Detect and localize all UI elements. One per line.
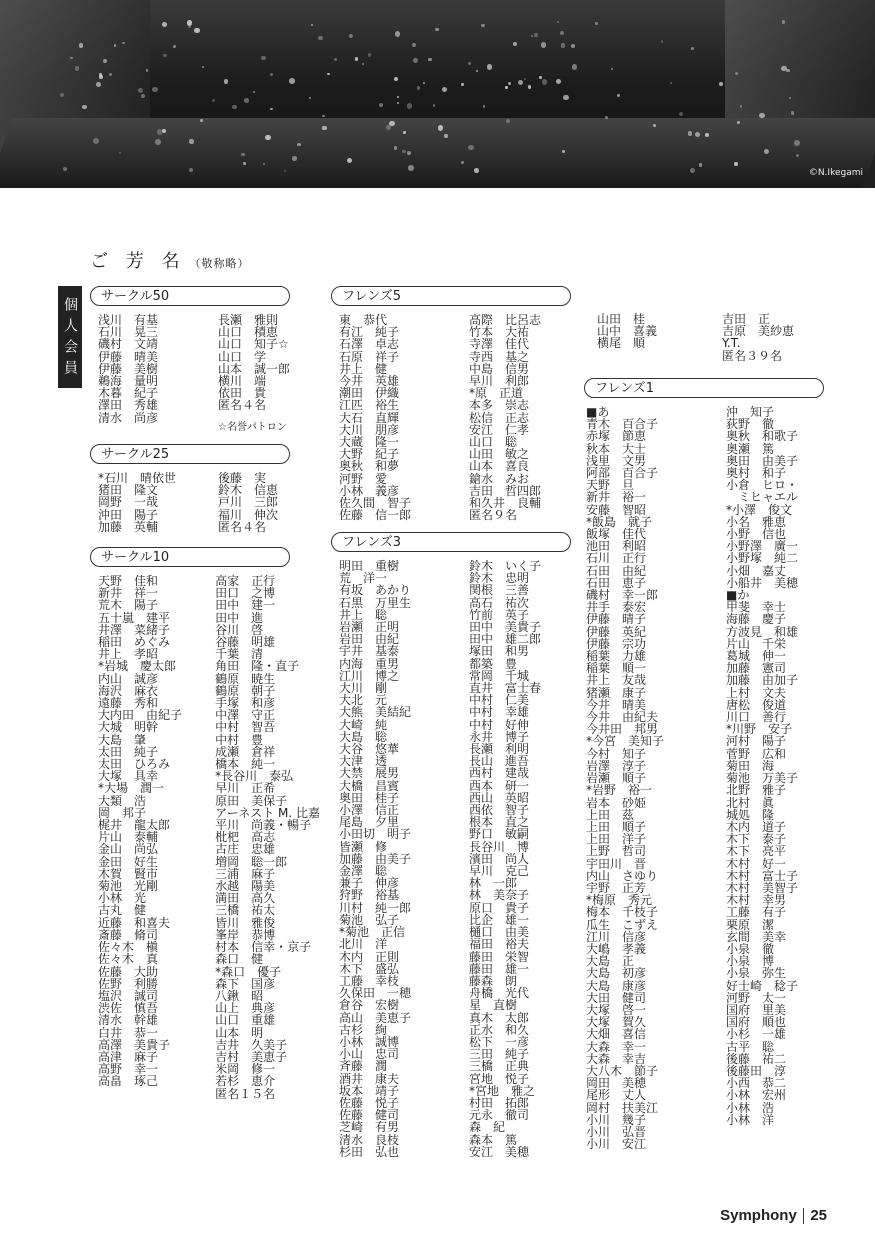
musician-silhouette [781,66,787,72]
musician-silhouette [394,77,398,81]
musician-silhouette [695,132,700,137]
musician-silhouette [691,47,694,50]
musician-silhouette [560,31,564,35]
musician-silhouette [355,57,358,60]
musician-silhouette [334,58,337,61]
musician-silhouette [572,64,577,69]
musician-silhouette [114,44,116,46]
musician-silhouette [611,68,613,70]
musician-silhouette [442,87,448,93]
musician-silhouette [322,126,326,130]
orchestra-photo [0,0,875,188]
musician-silhouette [468,145,473,150]
name-list: 鈴木 いく子 鈴木 忠明 関根 三善 高石 祐次 竹前 英子 田中 美貴子 田中 雄二郎 塚田 和男 都築 豊 常岡 千城 直井 富士春 中村 仁美 中村 幸雄 中村 好伸 永井 博子 長瀬 利明 長山 進吾 西村 建哉 西本 研一 西山 英昭 西依 智子 根本 直之 野口 敏嗣 長谷川 博 濱田 尚人 早川 克己 林 一郎 林 美奈子 原口 貴子 比企 雄一 樋口 由美 福田 裕夫 藤田 栄智 藤田 雄一 藤森 朗 舟橋 光代 星 直樹 真木 太郎 正水 和久 松下 一彦 三田 純子 三橋 正典 宮地 悦子 *宮地 雅之 村田 拓郎 元永 徹司 森 紀 森本 篤 安江 美穂 [469,559,542,1159]
brand-name: Symphony [720,1207,797,1224]
section-friends1 [584,378,824,1150]
musician-silhouette [187,20,192,25]
musician-silhouette [212,99,215,102]
musician-silhouette [349,34,353,38]
musician-silhouette [670,82,672,84]
musician-silhouette [395,31,401,37]
name-list: 天野 佳和 新井 祥一 荒木 陽子 五十嵐 建平 井澤 菜緒子 稲田 めぐみ 井上 孝昭 *岩城 慶太郎 内山 誠彦 海沢 麻衣 遠藤 秀和 大内田 由紀子 大城 明幹 大島 肇 太田 純子 太田 ひろみ 大塚 具幸 *大場 潤一 大類 浩 岡 邦子 梶井 龍太郎 片山 泰輔 金山 尚弘 金田 好生 木賀 賢市 菊池 光剛 小林 光 古丸 健 近藤 和喜夫 斎藤 脩司 佐々木 槇 佐々木 真 佐藤 大助 佐野 利勝 塩沢 誠司 渋佐 慎吾 清水 幹雄 白井 恭一 高澤 美貴子 高津 麻子 高野 幸一 高畠 琢己 [98,574,183,1089]
musician-silhouette [412,43,416,47]
name-list: 東 恭代 有江 純子 石澤 卓志 石原 祥子 井上 健 今井 英雄 潮田 伊織 江匹 裕生 大石 直輝 大川 朋彦 大蔵 隆一 大野 紀子 奥秋 和夢 河野 愛 小林 義彦 佐久間 智子 佐藤 信一郎 [339,313,412,523]
page-number: 25 [810,1207,827,1224]
musician-silhouette [534,33,538,37]
musician-silhouette [688,131,692,135]
musician-silhouette [270,73,273,76]
musician-silhouette [487,64,492,69]
category-tag: 個人会員 [58,286,82,388]
musician-silhouette [791,111,794,114]
section-circle25 [90,444,290,533]
photo-credit: ©N.Ikegami [808,168,863,178]
name-list: ■あ 青木 百合子 赤塚 節恵 秋本 大士 浅里 文男 阿部 百合子 天野 旦 新井 裕一 安藤 智昭 *飯島 就子 飯塚 佳代 池田 利昭 石川 正行 石田 由紀 石田 恵子 磯村 幸一郎 井手 泰宏 伊藤 晴子 伊藤 英紀 伊藤 宗功 稲葉 力雄 稲葉 順一 井上 友哉 猪瀬 康子 今井 晴美 今井 由紀夫 今井田 邦男 *今宮 美知子 今村 知子 岩澤 淳子 岩瀬 順子 *岩野 裕一 岩本 砂姫 上田 茲 上田 順子 上田 洋子 上野 哲司 宇田川 晋 内山 さゆり 宇野 正芳 *梅原 秀元 梅本 千枝子 瓜生 こずえ 江川 信彦 大嶋 孝義 大島 正 大島 初彦 大島 康彦 大田 健司 大塚 啓一 大塚 賀久 大畑 喜信 大森 幸一 大森 幸吉 大八木 節子 岡田 美穂 尾形 丈人 岡村 扶美江 小川 幾子 小川 弘晋 小川 安江 [586,405,665,1152]
page-title: ご 芳 名 （敬称略） [90,251,250,272]
musician-silhouette [109,73,112,76]
musician-silhouette [506,119,510,123]
musician-silhouette [481,24,484,27]
section-label: フレンズ3 [331,532,571,552]
musician-silhouette [162,22,167,27]
musician-silhouette [513,42,518,47]
musician-silhouette [75,66,79,70]
musician-silhouette [60,93,64,97]
section-friends5-continued [589,313,829,362]
section-label: サークル10 [90,547,290,567]
musician-silhouette [189,168,193,172]
musician-silhouette [428,58,432,62]
musician-silhouette [309,97,311,99]
musician-silhouette [476,70,479,73]
musician-silhouette [407,103,413,109]
musician-silhouette [528,85,532,89]
musician-silhouette [539,76,542,79]
musician-silhouette [200,119,203,122]
musician-silhouette [289,78,295,84]
musician-silhouette [474,168,479,173]
musician-silhouette [796,154,799,157]
musician-silhouette [173,45,176,48]
musician-silhouette [155,139,161,145]
musician-silhouette [253,91,255,93]
name-list: 後藤 実 鈴木 信恵 戸川 三郎 福川 伸次 匿名４名 [218,471,279,534]
name-list: 浅川 有基 石川 晃三 磯村 文靖 伊藤 晴美 伊藤 美樹 鵜海 量明 木暮 紀子 澤田 秀雄 清水 尚彦 [98,313,159,425]
musician-silhouette [232,105,236,109]
musician-silhouette [438,125,443,130]
section-friends5 [331,286,571,521]
name-list: 吉田 正 吉原 美紗恵 Y.T. 匿名３９名 [722,312,795,363]
musician-silhouette [163,54,167,58]
musician-silhouette [152,87,158,93]
musician-silhouette [595,22,598,25]
musician-silhouette [759,113,764,118]
musician-silhouette [162,129,166,133]
musician-silhouette [311,24,313,26]
section-label: フレンズ5 [331,286,571,306]
musician-silhouette [103,59,107,63]
musician-silhouette [189,139,193,143]
musician-silhouette [261,56,266,61]
name-list: 沖 知子 荻野 徹 奥秋 和歌子 奥瀬 篤 奥田 由美子 奥村 和子 小倉 ヒロ・ ミヒャエル *小澤 俊文 小名 雅恵 小野 信也 小野澤 廣一 小野塚 純二 小畑 嘉丈 小船井 美穂 ■か 甲斐 幸士 海藤 慶子 方波見 和雄 片山 千栄 葛城 伸一 加藤 憲司 加藤 由加子 上村 文夫 唐松 俊道 川口 善行 *川野 安子 河村 陽子 菅野 広和 菊田 海 菊池 万美子 北野 雅子 北村 眞 城処 隆 木内 道子 木下 泰子 木下 亮平 木村 好一 木村 富士子 木村 美智子 木村 幸男 工藤 有子 栗原 潔 玄間 美幸 小泉 徹 小泉 博 小泉 弥生 好士崎 稔子 河野 太一 国府 里美 国府 順也 小杉 一雄 古平 聡 後藤 祐二 後藤田 淳 小西 恭二 小林 宏州 小林 浩 小林 洋 [726,405,799,1127]
musician-silhouette [270,108,273,111]
divider [803,1208,805,1224]
musician-silhouette [505,86,507,88]
musician-silhouette [243,162,246,165]
name-list: 高際 比呂志 竹本 大祐 寺澤 佳代 寺西 基之 中島 信男 早川 利郎 *原 正道 本多 崇志 松信 正志 安江 仁孝 山口 聡 山田 敏之 山本 喜良 鎗水 みお 吉田 哲四郎 和久井 良輔 匿名９名 [469,313,542,523]
musician-silhouette [435,28,438,31]
musician-silhouette [735,72,738,75]
musician-silhouette [653,124,656,127]
musician-silhouette [417,86,421,90]
musician-silhouette [188,26,190,28]
section-label: サークル50 [90,286,290,306]
footnote: ☆名誉パトロン [217,421,287,433]
musician-silhouette [368,53,372,57]
musician-silhouette [292,156,296,160]
musician-silhouette [93,138,99,144]
musician-silhouette [468,62,471,65]
musician-silhouette [571,44,575,48]
musician-silhouette [690,168,695,173]
musician-silhouette [397,96,399,98]
musician-silhouette [794,140,800,146]
musician-silhouette [362,63,364,65]
musician-silhouette [740,105,742,107]
musician-silhouette [379,103,384,108]
musician-silhouette [202,66,204,68]
musician-silhouette [542,79,547,84]
musician-silhouette [244,98,248,102]
musician-silhouette [96,82,101,87]
musician-silhouette [461,161,463,163]
musician-silhouette [531,35,533,37]
musician-silhouette [224,79,229,84]
musician-silhouette [146,69,148,71]
musician-silhouette [782,20,785,23]
name-list: 明田 重樹 荒 洋一 有坂 あかり 石黒 万里生 井上 聡 岩瀬 正明 岩田 由紀 宇井 基泰 内海 重男 江川 博之 大川 剛 大北 元 大熊 美結紀 大崎 純 大島 聡 大谷 悠華 大津 透 大禁 展男 大橋 昌賓 奥田 桂子 小澤 信正 尾島 夕里 小田切 明子 皆瀬 修 加藤 由美子 金澤 聡 兼子 伸彦 狩野 裕基 川村 純一郎 菊池 弘子 *菊池 正信 北川 洋 木内 正則 木下 盛弘 工藤 幸枝 久保田 一穂 倉谷 宏樹 高山 美恵子 古杉 絢 小林 誠博 小山 忠司 斉藤 潤 酒井 康夫 坂本 靖子 佐藤 悦子 佐藤 健司 芝崎 有男 清水 良枝 杉田 弘也 [339,559,412,1159]
musician-silhouette [194,28,200,34]
musician-silhouette [679,112,683,116]
musician-silhouette [524,78,526,80]
section-friends3 [331,532,571,1158]
musician-silhouette [413,58,418,63]
musician-silhouette [734,162,738,166]
musician-silhouette [699,163,703,167]
section-label: フレンズ1 [584,378,824,398]
musician-silhouette [122,42,125,45]
name-list: 高家 正行 田口 之博 田中 建一 田中 進 谷川 啓 谷藤 明雄 千葉 清 角田 隆・直子 鶴原 暁生 鶴原 朝子 手塚 和彦 中澤 守正 中村 智吾 中村 豊 成瀬 倉祥 橋本 純一 *長谷川 泰弘 早川 正希 原田 美保子 アーネスト M. 比嘉 平川 尚義・暢子 枇杷 高志 古庄 忠雄 増岡 聡一郎 三浦 麻子 水越 陽美 満田 高久 三橋 祐太 皆川 雅俊 峯岸 恭博 村本 信幸・京子 森口 健 *森口 優子 森下 国彦 八鍬 昭 山上 典彦 山口 重雄 山本 明 吉井 久美子 吉村 美恵子 米岡 修一 若杉 恵介 匿名１５名 [215,574,320,1101]
musician-silhouette [402,150,406,154]
musician-silhouette [433,104,435,106]
musician-silhouette [318,36,323,41]
section-label: サークル25 [90,444,290,464]
musician-silhouette [557,21,559,23]
musician-silhouette [705,133,709,137]
musician-silhouette [508,82,511,85]
musician-silhouette [605,116,608,119]
musician-silhouette [327,73,329,75]
musician-silhouette [661,40,664,43]
section-circle50 [90,286,290,433]
musician-silhouette [284,170,286,172]
musician-silhouette [617,94,620,97]
section-circle10 [90,547,320,1100]
musician-silhouette [397,102,399,104]
page-footer [720,1207,827,1224]
musician-silhouette [518,80,523,85]
musician-silhouette [408,165,414,171]
musician-silhouette [423,82,425,84]
musician-silhouette [541,42,547,48]
name-list: 長瀬 雅則 山口 積恵 山口 知子☆ 山口 学 山本 誠一郎 横川 端 依田 貴 匿名４名 [217,313,290,413]
musician-silhouette [461,83,463,85]
name-list: *石川 晴依世 猪田 隆文 岡野 一哉 沖田 陽子 加藤 英輔 [98,471,177,534]
name-list: 山田 桂 山中 喜義 横尾 順 [597,312,658,351]
musician-silhouette [483,105,485,107]
musician-silhouette [561,43,566,48]
musician-silhouette [719,82,723,86]
musician-silhouette [322,115,324,117]
musician-silhouette [394,146,398,150]
musician-silhouette [563,95,569,101]
musician-silhouette [556,79,561,84]
